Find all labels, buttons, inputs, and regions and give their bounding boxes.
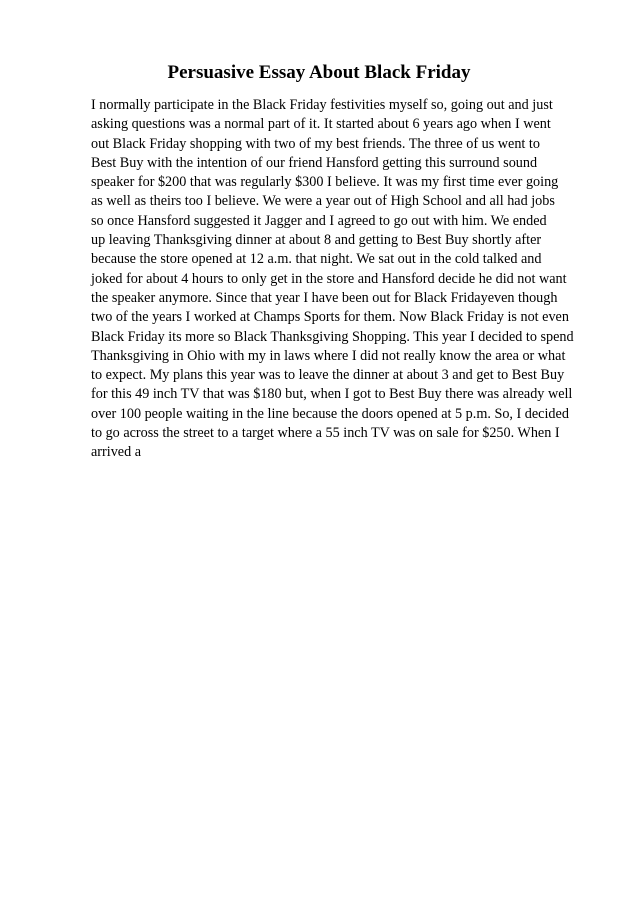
essay-line: speaker for $200 that was regularly $300 I believe. It was my first time ever going bbox=[91, 174, 559, 191]
essay-line: over 100 people waiting in the line because the doors opened at 5 p.m. So, I decided bbox=[91, 405, 569, 422]
essay-line: I normally participate in the Black Friday festivities myself so, going out and just bbox=[91, 97, 553, 113]
essay-line: to expect. My plans this year was to leave the dinner at about 3 and get to Best Buy bbox=[91, 367, 565, 384]
essay-line: asking questions was a normal part of it. It started about 6 years ago when I went bbox=[91, 116, 551, 133]
essay-line: as well as theirs too I believe. We were a year out of High School and all had jobs bbox=[91, 193, 555, 210]
essay-body bbox=[91, 96, 611, 463]
essay-line: two of the years I worked at Champs Sports for them. Now Black Friday is not even bbox=[91, 309, 569, 326]
essay-line: out Black Friday shopping with two of my best friends. The three of us went to bbox=[91, 135, 540, 152]
essay-line: because the store opened at 12 a.m. that night. We sat out in the cold talked and bbox=[91, 251, 542, 268]
essay-line: for this 49 inch TV that was $180 but, when I got to Best Buy there was already well bbox=[91, 386, 573, 403]
document-title: Persuasive Essay About Black Friday bbox=[167, 62, 471, 83]
essay-line: up leaving Thanksgiving dinner at about 8 and getting to Best Buy shortly after bbox=[91, 232, 542, 249]
essay-line: joked for about 4 hours to only get in the store and Hansford decide he did not want bbox=[91, 270, 567, 287]
essay-line: so once Hansford suggested it Jagger and I agreed to go out with him. We ended bbox=[91, 212, 547, 229]
essay-line: Best Buy with the intention of our friend Hansford getting this surround sound bbox=[91, 154, 538, 171]
essay-line: arrived a bbox=[91, 444, 142, 461]
essay-line: Black Friday its more so Black Thanksgiving Shopping. This year I decided to spend bbox=[91, 328, 574, 345]
essay-line: Thanksgiving in Ohio with my in laws where I did not really know the area or what bbox=[91, 347, 566, 364]
essay-line: the speaker anymore. Since that year I have been out for Black Fridayeven though bbox=[91, 289, 558, 306]
essay-line: to go across the street to a target where a 55 inch TV was on sale for $250. When I bbox=[91, 425, 560, 442]
